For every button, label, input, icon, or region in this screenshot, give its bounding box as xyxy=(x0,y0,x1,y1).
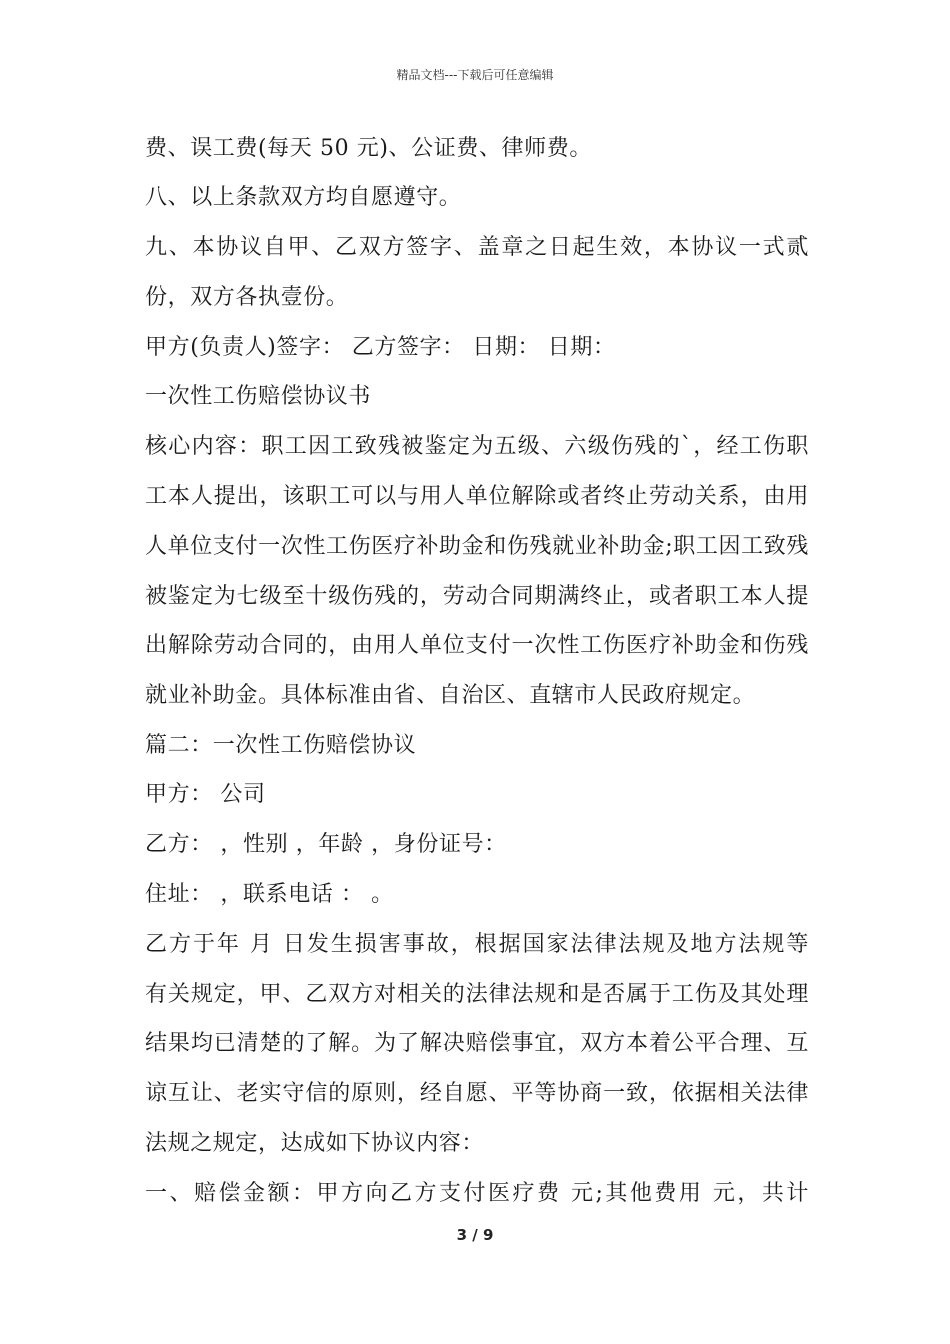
section-title: 篇二：一次性工伤赔偿协议 xyxy=(145,733,417,758)
signature-line: 甲方(负责人)签字： 乙方签字： 日期： 日期： xyxy=(145,335,616,360)
paragraph-line: 份，双方各执壹份。 xyxy=(145,285,349,310)
paragraph-line: 结果均已清楚的了解。为了解决赔偿事宜，双方本着公平合理、互 xyxy=(145,1031,809,1056)
paragraph-line: 乙方于年 月 日发生损害事故，根据国家法律法规及地方法规等 xyxy=(145,932,809,957)
section-title: 一次性工伤赔偿协议书 xyxy=(145,384,372,409)
paragraph-line: 有关规定，甲、乙双方对相关的法律法规和是否属于工伤及其处理 xyxy=(145,982,809,1007)
party-b-line: 乙方： ，性别 ，年龄 ，身份证号： xyxy=(145,832,507,857)
paragraph-line: 核心内容：职工因工致残被鉴定为五级、六级伤残的`，经工伤职 xyxy=(145,434,809,459)
paragraph-line: 被鉴定为七级至十级伤残的，劳动合同期满终止，或者职工本人提 xyxy=(145,584,809,609)
page-number: 3 / 9 xyxy=(456,1226,494,1244)
paragraph-line: 一、赔偿金额：甲方向乙方支付医疗费 元;其他费用 元，共计 xyxy=(145,1181,809,1206)
paragraph-line: 出解除劳动合同的，由用人单位支付一次性工伤医疗补助金和伤残 xyxy=(145,633,809,658)
page-header: 精品文档---下载后可任意编辑 xyxy=(396,68,554,82)
paragraph-line: 人单位支付一次性工伤医疗补助金和伤残就业补助金;职工因工致残 xyxy=(145,534,809,559)
address-line: 住址： ，联系电话 ： 。 xyxy=(145,882,394,907)
paragraph-line: 就业补助金。具体标准由省、自治区、直辖市人民政府规定。 xyxy=(145,683,756,708)
paragraph-line: 费、误工费(每天 50 元)、公证费、律师费。 xyxy=(145,136,592,161)
paragraph-line: 工本人提出，该职工可以与用人单位解除或者终止劳动关系，由用 xyxy=(145,484,809,509)
party-a-line: 甲方： 公司 xyxy=(145,782,266,807)
paragraph-line: 法规之规定，达成如下协议内容： xyxy=(145,1131,485,1156)
paragraph-line: 谅互让、老实守信的原则，经自愿、平等协商一致，依据相关法律 xyxy=(145,1081,809,1106)
paragraph-line: 八、以上条款双方均自愿遵守。 xyxy=(145,185,462,210)
paragraph-line: 九、本协议自甲、乙双方签字、盖章之日起生效，本协议一式贰 xyxy=(145,235,809,260)
